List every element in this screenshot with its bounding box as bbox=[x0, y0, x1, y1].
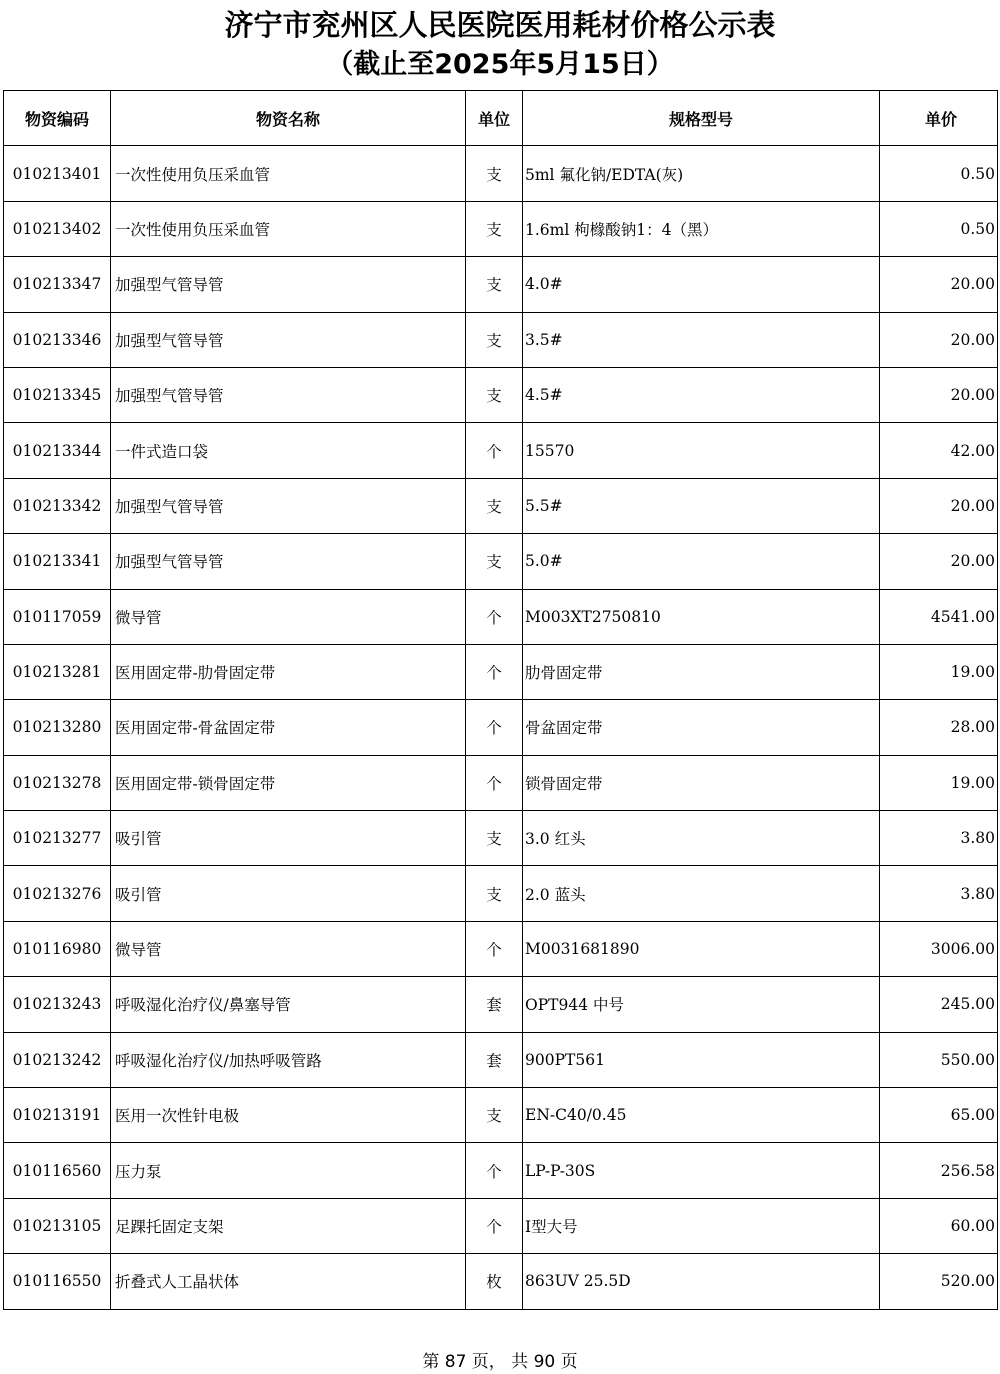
cell-code: 010213280 bbox=[4, 700, 111, 755]
cell-spec: 863UV 25.5D bbox=[523, 1254, 880, 1309]
cell-code: 010213242 bbox=[4, 1032, 111, 1087]
cell-unit: 支 bbox=[466, 1088, 523, 1143]
cell-unit: 支 bbox=[466, 478, 523, 533]
cell-price: 256.58 bbox=[880, 1143, 998, 1198]
table-row bbox=[4, 1198, 998, 1253]
cell-spec: 5ml 氟化钠/EDTA(灰) bbox=[523, 146, 880, 201]
page-footer: 第 87 页， 共 90 页 bbox=[422, 1352, 578, 1372]
cell-unit: 支 bbox=[466, 534, 523, 589]
cell-name: 加强型气管导管 bbox=[111, 257, 466, 312]
cell-unit: 个 bbox=[466, 644, 523, 699]
table-row bbox=[4, 367, 998, 422]
cell-spec: 3.5# bbox=[523, 312, 880, 367]
cell-name: 加强型气管导管 bbox=[111, 312, 466, 367]
page-title: 济宁市兖州区人民医院医用耗材价格公示表 bbox=[224, 8, 776, 42]
cell-unit: 个 bbox=[466, 700, 523, 755]
table-row bbox=[4, 755, 998, 810]
cell-price: 3006.00 bbox=[880, 921, 998, 976]
cell-name: 加强型气管导管 bbox=[111, 367, 466, 422]
cell-unit: 支 bbox=[466, 811, 523, 866]
cell-price: 4541.00 bbox=[880, 589, 998, 644]
cell-price: 20.00 bbox=[880, 257, 998, 312]
cell-name: 足踝托固定支架 bbox=[111, 1198, 466, 1253]
price-table bbox=[3, 90, 998, 1310]
table-row bbox=[4, 257, 998, 312]
table-row bbox=[4, 866, 998, 921]
table-row bbox=[4, 977, 998, 1032]
cell-spec: 5.0# bbox=[523, 534, 880, 589]
cell-code: 010213281 bbox=[4, 644, 111, 699]
cell-code: 010213277 bbox=[4, 811, 111, 866]
cell-spec: EN-C40/0.45 bbox=[523, 1088, 880, 1143]
header-unit: 单位 bbox=[466, 91, 523, 146]
cell-unit: 支 bbox=[466, 201, 523, 256]
cell-price: 28.00 bbox=[880, 700, 998, 755]
cell-spec: LP-P-30S bbox=[523, 1143, 880, 1198]
page-subtitle: （截止至2025年5月15日） bbox=[326, 49, 674, 80]
cell-name: 医用固定带-肋骨固定带 bbox=[111, 644, 466, 699]
cell-price: 20.00 bbox=[880, 312, 998, 367]
cell-spec: 4.0# bbox=[523, 257, 880, 312]
cell-name: 折叠式人工晶状体 bbox=[111, 1254, 466, 1309]
cell-spec: 5.5# bbox=[523, 478, 880, 533]
cell-name: 一件式造口袋 bbox=[111, 423, 466, 478]
cell-spec: OPT944 中号 bbox=[523, 977, 880, 1032]
cell-code: 010213346 bbox=[4, 312, 111, 367]
cell-spec: 3.0 红头 bbox=[523, 811, 880, 866]
cell-price: 3.80 bbox=[880, 811, 998, 866]
cell-spec: 1.6ml 枸橼酸钠1：4（黑） bbox=[523, 201, 880, 256]
cell-price: 520.00 bbox=[880, 1254, 998, 1309]
header-code: 物资编码 bbox=[4, 91, 111, 146]
header-name: 物资名称 bbox=[111, 91, 466, 146]
cell-spec: 15570 bbox=[523, 423, 880, 478]
cell-code: 010213341 bbox=[4, 534, 111, 589]
cell-name: 医用一次性针电极 bbox=[111, 1088, 466, 1143]
cell-name: 呼吸湿化治疗仪/鼻塞导管 bbox=[111, 977, 466, 1032]
cell-name: 微导管 bbox=[111, 921, 466, 976]
cell-unit: 支 bbox=[466, 146, 523, 201]
cell-code: 010213347 bbox=[4, 257, 111, 312]
table-row bbox=[4, 1254, 998, 1309]
table-row bbox=[4, 700, 998, 755]
cell-price: 20.00 bbox=[880, 534, 998, 589]
cell-code: 010213191 bbox=[4, 1088, 111, 1143]
cell-unit: 枚 bbox=[466, 1254, 523, 1309]
cell-unit: 个 bbox=[466, 423, 523, 478]
table-row bbox=[4, 534, 998, 589]
cell-spec: 肋骨固定带 bbox=[523, 644, 880, 699]
cell-price: 0.50 bbox=[880, 201, 998, 256]
cell-unit: 个 bbox=[466, 1198, 523, 1253]
cell-name: 一次性使用负压采血管 bbox=[111, 201, 466, 256]
cell-price: 245.00 bbox=[880, 977, 998, 1032]
cell-name: 加强型气管导管 bbox=[111, 478, 466, 533]
cell-name: 吸引管 bbox=[111, 811, 466, 866]
cell-price: 65.00 bbox=[880, 1088, 998, 1143]
cell-code: 010116980 bbox=[4, 921, 111, 976]
cell-unit: 支 bbox=[466, 257, 523, 312]
cell-name: 医用固定带-骨盆固定带 bbox=[111, 700, 466, 755]
table-row bbox=[4, 644, 998, 699]
cell-price: 19.00 bbox=[880, 755, 998, 810]
table-row bbox=[4, 921, 998, 976]
table-row bbox=[4, 811, 998, 866]
table-header-row bbox=[4, 91, 998, 146]
cell-code: 010213401 bbox=[4, 146, 111, 201]
cell-spec: M003XT2750810 bbox=[523, 589, 880, 644]
cell-price: 550.00 bbox=[880, 1032, 998, 1087]
cell-spec: 4.5# bbox=[523, 367, 880, 422]
cell-code: 010117059 bbox=[4, 589, 111, 644]
cell-code: 010116550 bbox=[4, 1254, 111, 1309]
table-row bbox=[4, 146, 998, 201]
cell-price: 20.00 bbox=[880, 478, 998, 533]
table-row bbox=[4, 1143, 998, 1198]
cell-unit: 套 bbox=[466, 1032, 523, 1087]
cell-unit: 支 bbox=[466, 866, 523, 921]
table-row bbox=[4, 589, 998, 644]
cell-code: 010213345 bbox=[4, 367, 111, 422]
cell-spec: 2.0 蓝头 bbox=[523, 866, 880, 921]
cell-name: 吸引管 bbox=[111, 866, 466, 921]
cell-name: 呼吸湿化治疗仪/加热呼吸管路 bbox=[111, 1032, 466, 1087]
cell-unit: 个 bbox=[466, 921, 523, 976]
cell-unit: 支 bbox=[466, 367, 523, 422]
cell-name: 一次性使用负压采血管 bbox=[111, 146, 466, 201]
cell-code: 010213402 bbox=[4, 201, 111, 256]
cell-code: 010213276 bbox=[4, 866, 111, 921]
header-price: 单价 bbox=[880, 91, 998, 146]
cell-price: 60.00 bbox=[880, 1198, 998, 1253]
cell-unit: 套 bbox=[466, 977, 523, 1032]
cell-code: 010213105 bbox=[4, 1198, 111, 1253]
cell-unit: 个 bbox=[466, 589, 523, 644]
cell-code: 010213344 bbox=[4, 423, 111, 478]
table-row bbox=[4, 312, 998, 367]
cell-name: 加强型气管导管 bbox=[111, 534, 466, 589]
cell-price: 42.00 bbox=[880, 423, 998, 478]
cell-code: 010213342 bbox=[4, 478, 111, 533]
cell-name: 医用固定带-锁骨固定带 bbox=[111, 755, 466, 810]
table-row bbox=[4, 478, 998, 533]
cell-price: 19.00 bbox=[880, 644, 998, 699]
cell-unit: 个 bbox=[466, 755, 523, 810]
cell-spec: I型大号 bbox=[523, 1198, 880, 1253]
cell-price: 20.00 bbox=[880, 367, 998, 422]
cell-spec: 900PT561 bbox=[523, 1032, 880, 1087]
header-spec: 规格型号 bbox=[523, 91, 880, 146]
cell-code: 010213278 bbox=[4, 755, 111, 810]
table-row bbox=[4, 1088, 998, 1143]
cell-price: 3.80 bbox=[880, 866, 998, 921]
cell-code: 010213243 bbox=[4, 977, 111, 1032]
cell-unit: 个 bbox=[466, 1143, 523, 1198]
table-row bbox=[4, 423, 998, 478]
cell-spec: 锁骨固定带 bbox=[523, 755, 880, 810]
cell-code: 010116560 bbox=[4, 1143, 111, 1198]
cell-spec: M0031681890 bbox=[523, 921, 880, 976]
table-row bbox=[4, 1032, 998, 1087]
table-row bbox=[4, 201, 998, 256]
cell-name: 压力泵 bbox=[111, 1143, 466, 1198]
cell-spec: 骨盆固定带 bbox=[523, 700, 880, 755]
cell-price: 0.50 bbox=[880, 146, 998, 201]
cell-unit: 支 bbox=[466, 312, 523, 367]
cell-name: 微导管 bbox=[111, 589, 466, 644]
